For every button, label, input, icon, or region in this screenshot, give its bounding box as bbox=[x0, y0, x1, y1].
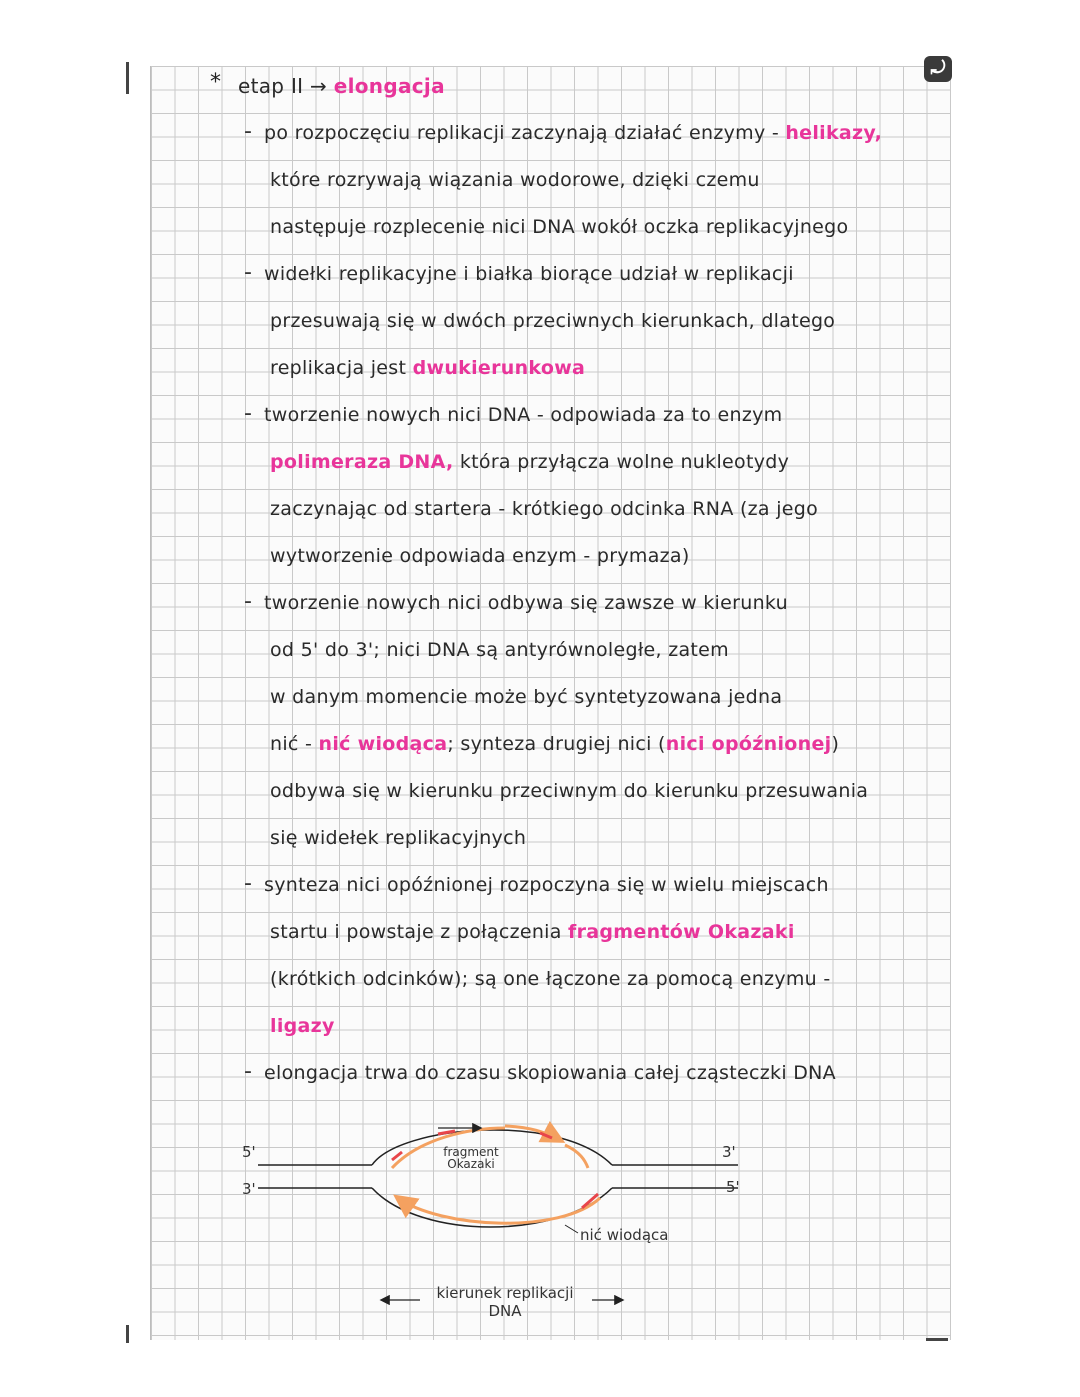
left-top-end-label: 5' bbox=[242, 1143, 256, 1161]
heading-prefix: etap II → bbox=[238, 74, 328, 98]
note-text: w danym momencie może być syntetyzowana jedna bbox=[270, 686, 783, 708]
leading-label-pointer bbox=[565, 1225, 578, 1233]
note-text: nić - bbox=[270, 733, 319, 755]
highlighted-term: ligazy bbox=[270, 1015, 335, 1037]
note-text: po rozpoczęciu replikacji zaczynają działać enzymy - bbox=[264, 122, 786, 144]
highlighted-term: fragmentów Okazaki bbox=[568, 921, 795, 943]
note-text: (krótkich odcinków); są one łączone za pomocą enzymu - bbox=[270, 968, 831, 990]
highlighted-term: helikazy, bbox=[785, 122, 883, 144]
fragment-okazaki-label: fragment Okazaki bbox=[443, 1145, 499, 1171]
note-text: startu i powstaje z połączenia bbox=[270, 921, 569, 943]
note-text: odbywa się w kierunku przeciwnym do kierunku przesuwania bbox=[270, 780, 869, 802]
note-text: ; synteza drugiej nici ( bbox=[447, 733, 666, 755]
bullet-dash: - bbox=[244, 871, 252, 896]
right-bottom-end-label: 5' bbox=[726, 1178, 740, 1196]
heading-highlight: elongacja bbox=[333, 74, 445, 98]
right-top-end-label: 3' bbox=[722, 1143, 736, 1161]
bullet-dash: - bbox=[244, 260, 252, 285]
note-text: zaczynając od startera - krótkiego odcinka RNA (za jego bbox=[270, 498, 819, 520]
note-text: przesuwają się w dwóch przeciwnych kierunkach, dlatego bbox=[270, 310, 836, 332]
bullet-star-icon: * bbox=[210, 70, 221, 95]
note-text: się widełek replikacyjnych bbox=[270, 827, 527, 849]
note-text: ) bbox=[831, 733, 840, 755]
leading-strand-label: nić wiodąca bbox=[580, 1226, 669, 1244]
highlighted-term: nici opóźnionej bbox=[665, 733, 832, 755]
note-text: replikacja jest bbox=[270, 357, 413, 379]
okazaki-fragment-3 bbox=[565, 1145, 588, 1168]
note-text: synteza nici opóźnionej rozpoczyna się w wielu miejscach bbox=[264, 874, 829, 896]
bullet-dash: - bbox=[244, 401, 252, 426]
bullet-dash: - bbox=[244, 119, 252, 144]
note-text: tworzenie nowych nici DNA - odpowiada za to enzym bbox=[264, 404, 783, 426]
highlighted-term: polimeraza DNA, bbox=[270, 451, 454, 473]
note-text: wytworzenie odpowiada enzym - prymaza) bbox=[270, 545, 690, 567]
replication-direction-label: kierunek replikacji DNA bbox=[436, 1284, 574, 1320]
bullet-dash: - bbox=[244, 589, 252, 614]
note-text: widełki replikacyjne i białka biorące udział w replikacji bbox=[264, 263, 794, 285]
rotate-icon[interactable]: ⤾ bbox=[924, 56, 952, 82]
note-text: które rozrywają wiązania wodorowe, dzięki czemu bbox=[270, 169, 760, 191]
highlighted-term: nić wiodąca bbox=[318, 733, 448, 755]
note-text: która przyłącza wolne nukleotydy bbox=[453, 451, 790, 473]
note-text: następuje rozplecenie nici DNA wokół oczka replikacyjnego bbox=[270, 216, 849, 238]
note-text: tworzenie nowych nici odbywa się zawsze w kierunku bbox=[264, 592, 788, 614]
note-text: od 5' do 3'; nici DNA są antyrównoległe, zatem bbox=[270, 639, 729, 661]
highlighted-term: dwukierunkowa bbox=[412, 357, 586, 379]
bubble-bottom-strand bbox=[372, 1188, 612, 1227]
left-bottom-end-label: 3' bbox=[242, 1180, 256, 1198]
bullet-dash: - bbox=[244, 1059, 252, 1084]
note-text: elongacja trwa do czasu skopiowania całej cząsteczki DNA bbox=[264, 1062, 836, 1084]
